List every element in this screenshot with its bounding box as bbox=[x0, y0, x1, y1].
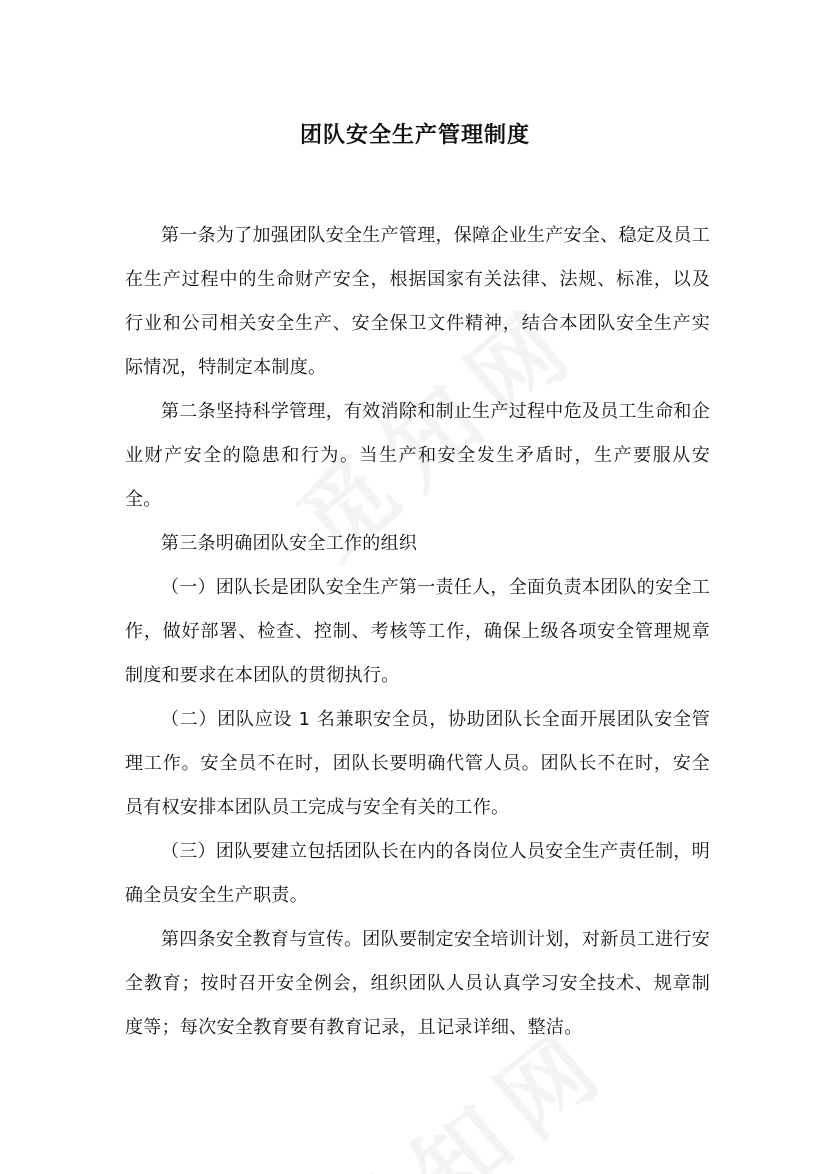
document-body bbox=[125, 214, 710, 1050]
paragraph-item-2: （二）团队应设 1 名兼职安全员，协助团队长全面开展团队安全管理工作。安全员不在时，团队长要明确代管人员。团队长不在时，安全员有权安排本团队员工完成与安全有关的工作。 bbox=[125, 709, 710, 818]
document-title: 团队安全生产管理制度 bbox=[299, 123, 530, 148]
paragraph-article-4: 第四条安全教育与宣传。团队要制定安全培训计划，对新员工进行安全教育；按时召开安全例会，组织团队人员认真学习安全技术、规章制度等；每次安全教育要有教育记录，且记录详细、整洁。 bbox=[125, 929, 710, 1038]
paragraph-article-1: 第一条为了加强团队安全生产管理，保障企业生产安全、稳定及员工在生产过程中的生命财产安全，根据国家有关法律、法规、标准，以及行业和公司相关安全生产、安全保卫文件精神，结合本团队安全生产实际情况，特制定本制度。 bbox=[125, 225, 710, 378]
paragraph-item-1: （一）团队长是团队安全生产第一责任人，全面负责本团队的安全工作，做好部署、检查、控制、考核等工作，确保上级各项安全管理规章制度和要求在本团队的贯彻执行。 bbox=[125, 577, 710, 686]
paragraph-item-3: （三）团队要建立包括团队长在内的各岗位人员安全生产责任制，明确全员安全生产职责。 bbox=[125, 841, 710, 906]
paragraph-article-3: 第三条明确团队安全工作的组织 bbox=[161, 533, 418, 554]
paragraph-article-2: 第二条坚持科学管理，有效消除和制止生产过程中危及员工生命和企业财产安全的隐患和行为。当生产和安全发生矛盾时，生产要服从安全。 bbox=[125, 401, 710, 510]
